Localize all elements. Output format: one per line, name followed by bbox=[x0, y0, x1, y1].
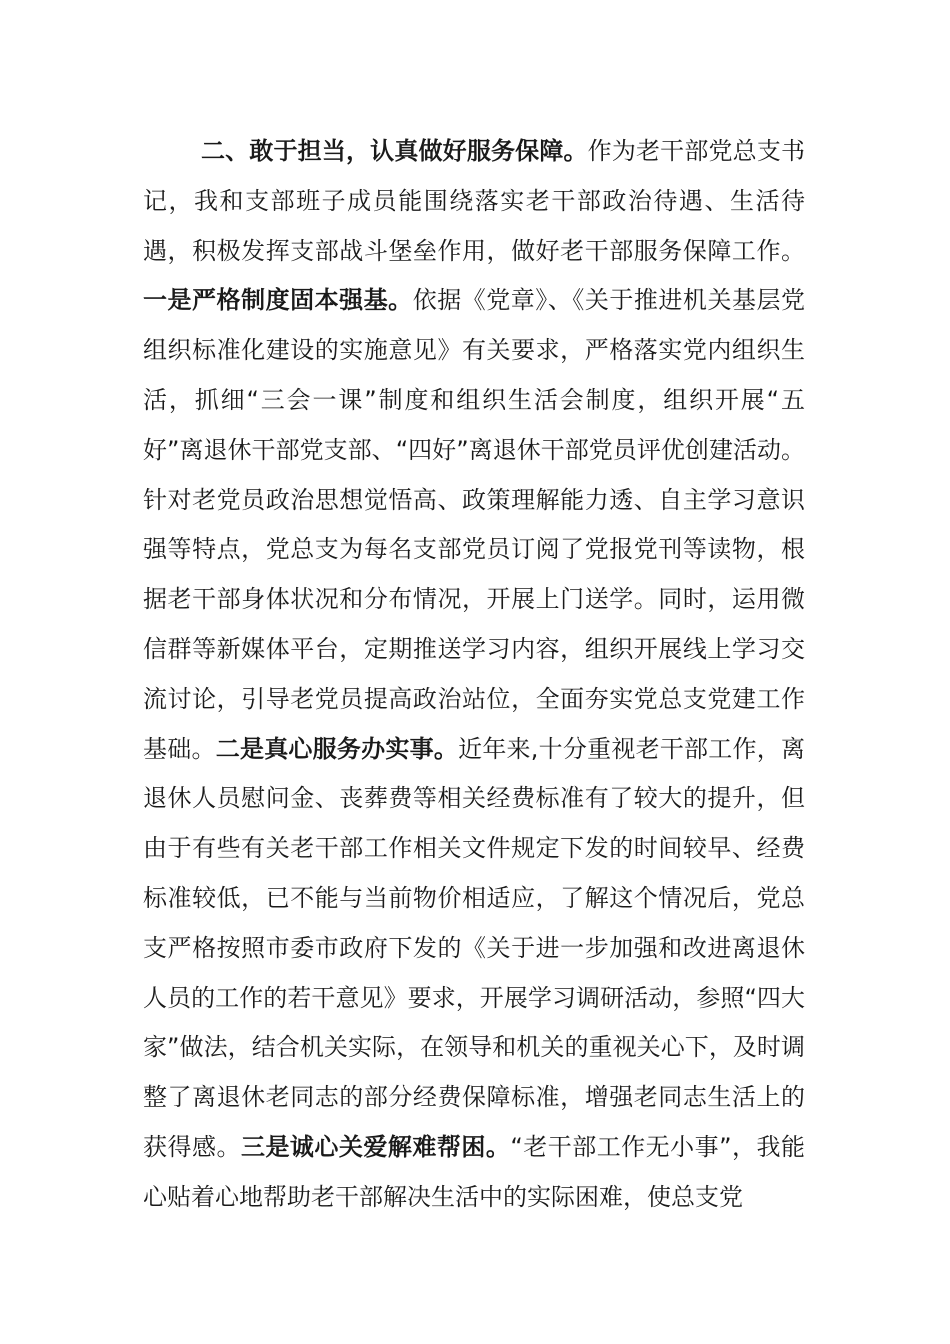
subheading-two: 二是真心服务办实事。 bbox=[215, 734, 459, 763]
paragraph-text: “老干部工作无小事”，我能心贴着心地帮助老干部解决生活中的实际困难，使总支党 bbox=[143, 1132, 806, 1211]
document-body bbox=[143, 127, 805, 1223]
subheading-one: 一是严格制度固本强基。 bbox=[143, 286, 413, 315]
paragraph-text: 近年来,十分重视老干部工作，离退休人员慰问金、丧葬费等相关经费标准有了较大的提升，但由于有些有关老干部工作相关文件规定下发的时间较早、经费标准较低，已不能与当前物价相适应，了解这个情况后，党总支严格按照市委市政府下发的《关于进一步加强和改进离退休人员的工作的若干意见》要求，开展学习调研活动，参照“四大家”做法，结合机关实际，在领导和机关的重视关心下，及时调整了离退休老同志的部分经费保障标准，增强老同志生活上的获得感。 bbox=[143, 734, 806, 1161]
paragraph-text: 依据《党章》、《关于推进机关基层党组织标准化建设的实施意见》有关要求，严格落实党内组织生活，抓细“三会一课”制度和组织生活会制度，组织开展“五好”离退休干部党支部、“四好”离退休干部党员评优创建活动。针对老党员政治思想觉悟高、政策理解能力透、自主学习意识强等特点，党总支为每名支部党员订阅了党报党刊等读物，根据老干部身体状况和分布情况，开展上门送学。同时，运用微信群等新媒体平台，定期推送学习内容，组织开展线上学习交流讨论，引导老党员提高政治站位，全面夯实党总支党建工作基础。 bbox=[143, 286, 805, 763]
body-paragraph bbox=[143, 127, 805, 1223]
subheading-three: 三是诚心关爱解难帮困。 bbox=[240, 1132, 511, 1161]
section-heading: 二、敢于担当，认真做好服务保障。 bbox=[201, 137, 588, 165]
paragraph-text: 作为老干部党总支书记，我和支部班子成员能围绕落实老干部政治待遇、生活待遇，积极发挥支部战斗堡垒作用，做好老干部服务保障工作。 bbox=[143, 137, 806, 265]
